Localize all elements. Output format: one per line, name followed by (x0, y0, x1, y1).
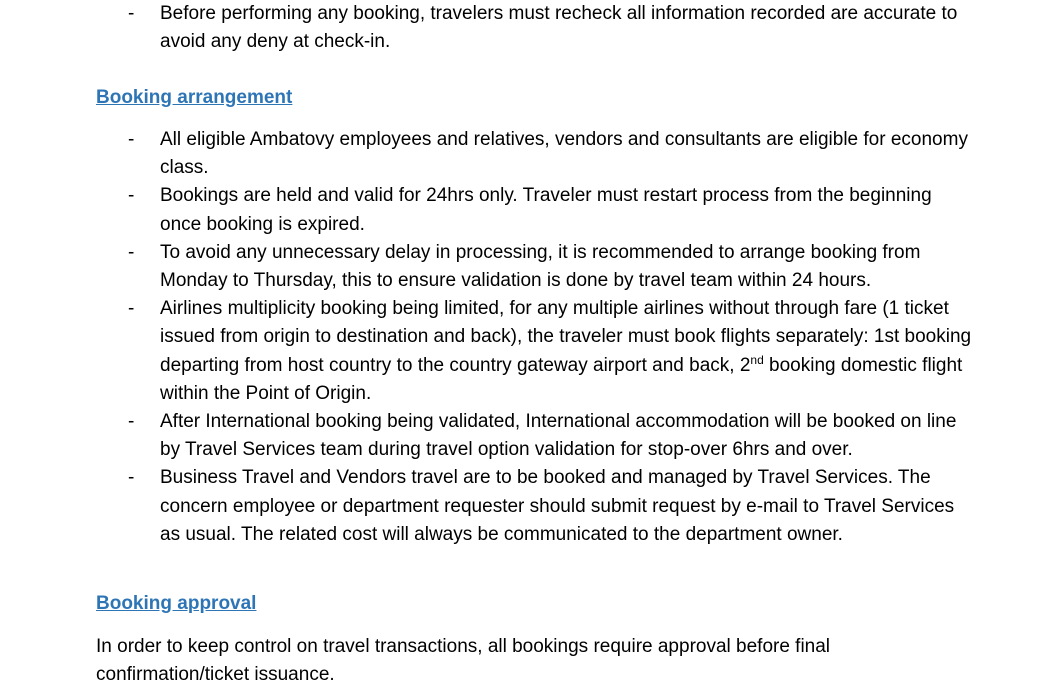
intro-bullet-list (96, 0, 976, 56)
bullet-dash: - (128, 241, 135, 263)
booking-arrangement-heading: Booking arrangement (96, 87, 293, 108)
booking-approval-paragraph: In order to keep control on travel transactions, all bookings require approval before final confirmation/ticket issuance. (96, 636, 831, 686)
bullet-text: Bookings are held and valid for 24hrs only. Traveler must restart process from the beginning once booking is expired. (160, 185, 932, 235)
bullet-dash: - (128, 3, 135, 24)
list-item (96, 464, 976, 549)
bullet-text: Business Travel and Vendors travel are to be booked and managed by Travel Services. The concern employee or department requester should submit request by e-mail to Travel Services as usual. The related cost will always be communicated to the department owner. (160, 467, 955, 545)
bullet-dash: - (128, 129, 135, 150)
bullet-text: All eligible Ambatovy employees and relatives, vendors and consultants are eligible for economy class. (160, 129, 968, 179)
list-item (96, 239, 976, 295)
list-item (96, 0, 976, 56)
booking-arrangement-list (96, 126, 976, 549)
bullet-text (160, 298, 971, 404)
bullet-dash: - (128, 298, 135, 320)
ordinal-superscript: nd (750, 352, 764, 367)
bullet-text-before: Airlines multiplicity booking being limited, for any multiple airlines without through fare (1 ticket issued from origin to destination and back), the traveler must book flights separately: 1st booking departing from host country to the country gateway airport and back, 2 (160, 298, 972, 376)
list-item (96, 295, 976, 408)
bullet-text: To avoid any unnecessary delay in processing, it is recommended to arrange booking from Monday to Thursday, this to ensure validation is done by travel team within 24 hours. (160, 241, 921, 292)
list-item (96, 182, 976, 238)
list-item (96, 126, 976, 182)
bullet-text: After International booking being validated, International accommodation will be booked on line by Travel Services team during travel option validation for stop-over 6hrs and over. (160, 411, 957, 461)
bullet-dash: - (128, 185, 135, 207)
list-item (96, 408, 976, 464)
bullet-text: Before performing any booking, travelers must recheck all information recorded are accurate to avoid any deny at check-in. (160, 3, 958, 53)
bullet-dash: - (128, 467, 135, 489)
bullet-dash: - (128, 411, 135, 433)
bullet-text-after: booking domestic flight within the Point of Origin. (160, 354, 963, 404)
booking-approval-heading: Booking approval (96, 593, 257, 614)
